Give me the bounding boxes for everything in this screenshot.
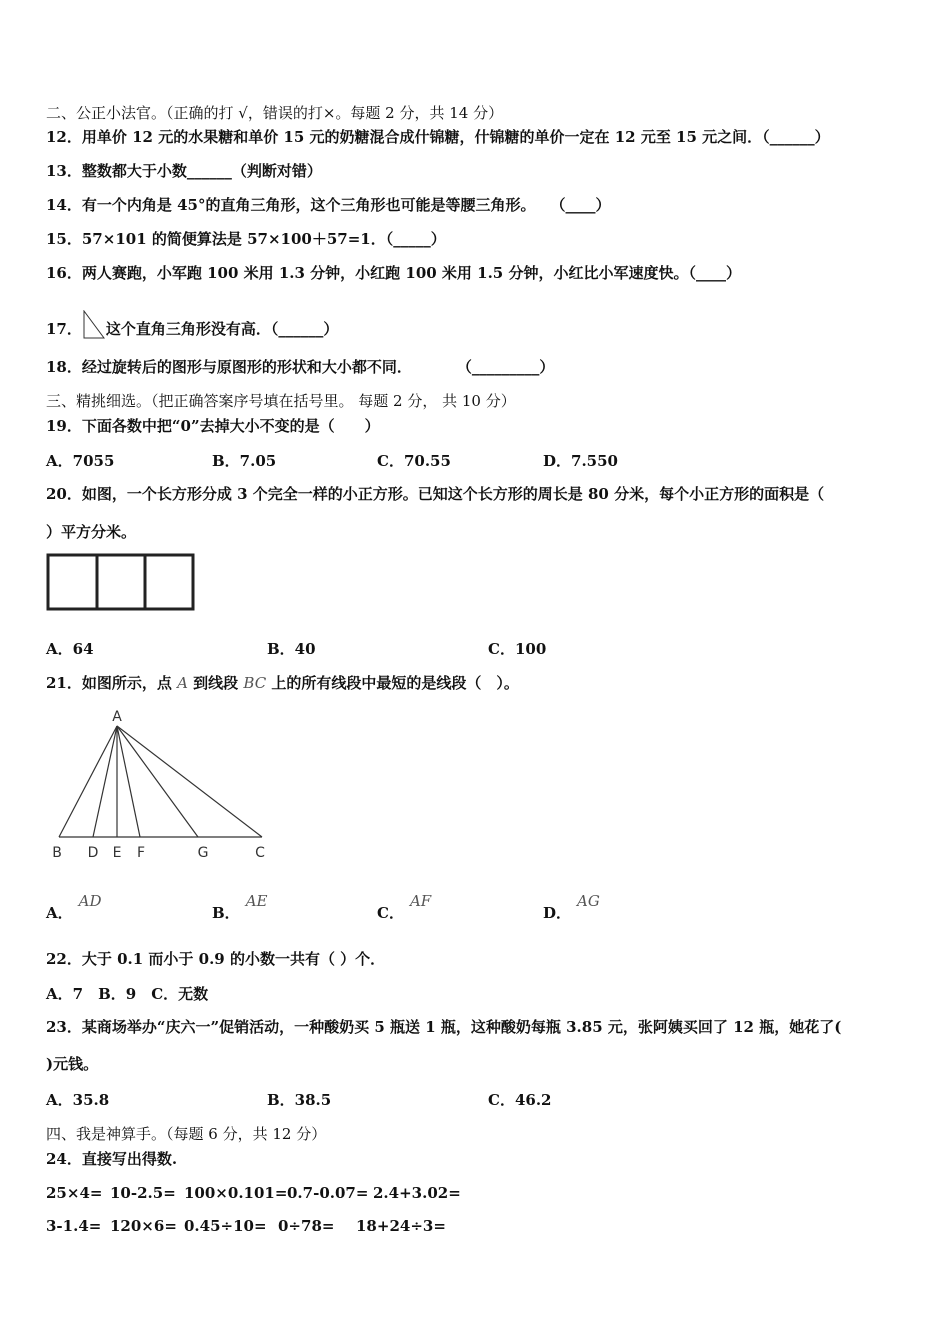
q20-option-a: A．64	[46, 640, 94, 658]
question-16: 16．两人赛跑，小军跑 100 米用 1.3 分钟，小红跑 100 米用 1.5 分钟，小红比小军速度快。（____）	[46, 264, 741, 282]
section-2-title: 二、公正小法官。（正确的打 √，错误的打×。每题 2 分，共 14 分）	[46, 104, 504, 122]
question-20-stem-line2: ）平方分米。	[46, 523, 137, 541]
q23-option-a: A．35.8	[46, 1091, 110, 1109]
calc-row2-item4: 0÷78=	[278, 1217, 335, 1235]
label-g: G	[197, 845, 209, 861]
question-19-stem: 19．下面各数中把“0”去掉大小不变的是（ ）	[46, 417, 380, 435]
q21-option-c	[377, 892, 432, 923]
question-15: 15．57×101 的简便算法是 57×100＋57=1．（_____）	[46, 230, 446, 248]
question-14: 14．有一个内角是 45°的直角三角形，这个三角形也可能是等腰三角形。 （____）	[46, 196, 611, 214]
calc-row2-item3: 0.45÷10=	[184, 1217, 267, 1235]
right-triangle-figure	[82, 310, 106, 340]
q19-option-a: A．7055	[46, 452, 115, 470]
question-17-text: 这个直角三角形没有高．（______）	[105, 320, 339, 338]
label-b: B	[52, 845, 62, 861]
question-23-stem-line2: )元钱。	[46, 1055, 99, 1073]
q19-option-c: C．70.55	[377, 452, 451, 470]
calc-row1-item3: 100×0.101=	[184, 1184, 288, 1202]
calc-row2-item1: 3-1.4=	[46, 1217, 102, 1235]
q23-option-c: C．46.2	[488, 1091, 552, 1109]
section-4-title: 四、我是神算手。（每题 6 分，共 12 分）	[46, 1125, 327, 1143]
calc-row1-item4: 0.7-0.07=	[287, 1184, 369, 1202]
question-18: 18．经过旋转后的图形与原图形的形状和大小都不同． （_________）	[46, 358, 555, 376]
question-22-options: A．7 B．9 C．无数	[46, 985, 209, 1003]
q19-option-d: D．7.550	[543, 452, 618, 470]
question-13: 13．整数都大于小数______（判断对错）	[46, 162, 322, 180]
label-d: D	[87, 845, 99, 861]
var-bc: BC	[243, 674, 267, 692]
question-23-stem-line1: 23．某商场举办“庆六一”促销活动，一种酸奶买 5 瓶送 1 瓶，这种酸奶每瓶 3.85 元，张阿姨买回了 12 瓶，她花了(	[46, 1018, 842, 1036]
q23-option-b: B．38.5	[267, 1091, 332, 1109]
section-3-title: 三、精挑细选。（把正确答案序号填在括号里。 每题 2 分， 共 10 分）	[46, 392, 516, 410]
q20-option-c: C．100	[488, 640, 547, 658]
q21-option-d-value: AG	[577, 892, 600, 910]
question-17-number: 17．	[46, 320, 82, 338]
question-17	[46, 310, 338, 340]
label-c: C	[255, 845, 265, 861]
q21-option-b-letter: B．	[212, 904, 240, 922]
three-squares-figure	[46, 553, 196, 611]
q19-option-b: B．7.05	[212, 452, 277, 470]
q21-option-a	[46, 892, 102, 923]
question-20-stem-line1: 20．如图，一个长方形分成 3 个完全一样的小正方形。已知这个长方形的周长是 80 分米，每个小正方形的面积是（	[46, 485, 825, 503]
q21-option-b	[212, 892, 268, 923]
label-e: E	[112, 845, 122, 861]
q21-stem-part-c: 上的所有线段中最短的是线段（ ）。	[266, 674, 519, 692]
q21-option-c-value: AF	[409, 892, 432, 910]
q21-option-a-value: AD	[78, 892, 102, 910]
calc-row2-item5: 18+24÷3=	[356, 1217, 446, 1235]
q21-option-a-letter: A．	[46, 904, 73, 922]
question-21-stem	[46, 673, 519, 693]
calc-row1-item2: 10-2.5=	[110, 1184, 176, 1202]
label-f: F	[136, 845, 146, 861]
q21-option-b-value: AE	[245, 892, 268, 910]
q21-option-c-letter: C．	[377, 904, 404, 922]
var-a: A	[177, 674, 188, 692]
q21-option-d-letter: D．	[543, 904, 572, 922]
triangle-segments-figure	[46, 704, 276, 862]
q21-stem-part-a: 21．如图所示，点	[46, 674, 178, 692]
question-24-stem: 24．直接写出得数.	[46, 1150, 178, 1168]
q20-option-b: B．40	[267, 640, 316, 658]
question-12: 12．用单价 12 元的水果糖和单价 15 元的奶糖混合成什锦糖，什锦糖的单价一定在 12 元至 15 元之间．（______）	[46, 128, 830, 146]
calc-row2-item2: 120×6=	[110, 1217, 177, 1235]
question-22-stem: 22．大于 0.1 而小于 0.9 的小数一共有（ ）个．	[46, 950, 386, 968]
calc-row1-item5: 2.4+3.02=	[373, 1184, 461, 1202]
q21-option-d	[543, 892, 600, 923]
label-a: A	[112, 709, 122, 725]
q21-stem-part-b: 到线段	[187, 674, 244, 692]
calc-row1-item1: 25×4=	[46, 1184, 103, 1202]
